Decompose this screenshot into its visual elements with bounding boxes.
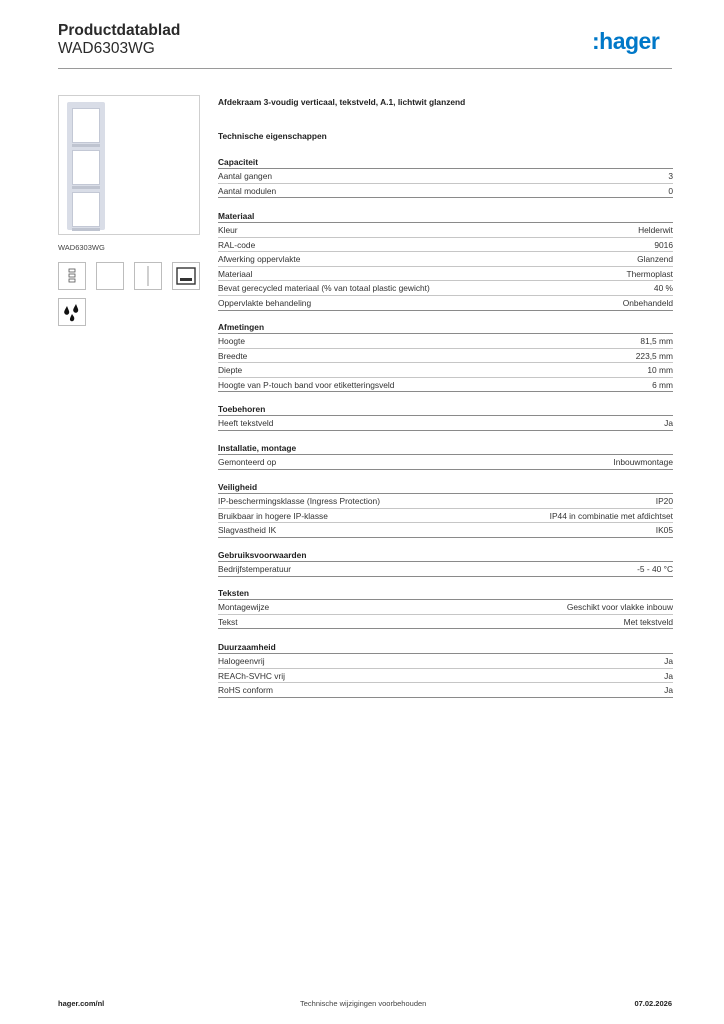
- spec-value: Inbouwmontage: [613, 457, 673, 467]
- label-field-icon: [172, 262, 200, 290]
- spec-key: Hoogte: [218, 336, 246, 346]
- spec-value: Glanzend: [637, 254, 673, 265]
- spec-section: [218, 480, 673, 538]
- spec-key: Materiaal: [218, 268, 253, 279]
- spec-value: Helderwit: [638, 225, 673, 235]
- section-title: Teksten: [218, 586, 673, 600]
- spec-row: [218, 455, 673, 470]
- image-label: WAD6303WG: [58, 243, 105, 252]
- spec-section: [218, 320, 673, 392]
- switch-icon: [58, 262, 86, 290]
- spec-value: 81,5 mm: [640, 336, 673, 346]
- doc-title: Productdatablad: [58, 22, 181, 39]
- spec-key: Gemonteerd op: [218, 457, 277, 467]
- spec-value: Ja: [664, 670, 673, 681]
- spec-row: [218, 296, 673, 311]
- spec-key: IP-beschermingsklasse (Ingress Protection): [218, 496, 380, 506]
- spec-value: -5 - 40 °C: [637, 564, 673, 574]
- section-title: Capaciteit: [218, 155, 673, 169]
- spec-key: Heeft tekstveld: [218, 418, 274, 428]
- spec-value: Ja: [664, 418, 673, 428]
- spec-value: 223,5 mm: [635, 350, 673, 361]
- spec-key: Hoogte van P-touch band voor etiketteringsveld: [218, 379, 395, 390]
- spec-row: [218, 378, 673, 393]
- spec-row: [218, 654, 673, 669]
- hager-logo: :hager: [592, 28, 660, 54]
- product-code: WAD6303WG: [58, 40, 155, 57]
- spec-row: [218, 683, 673, 698]
- section-title: Afmetingen: [218, 320, 673, 334]
- spec-key: Tekst: [218, 616, 238, 627]
- footer-website: hager.com/nl: [58, 999, 105, 1008]
- spec-value: 3: [668, 171, 673, 181]
- spec-value: Onbehandeld: [622, 297, 673, 308]
- spec-value: Thermoplast: [626, 268, 673, 279]
- spec-row: [218, 523, 673, 538]
- section-title: Installatie, montage: [218, 441, 673, 455]
- spec-value: Geschikt voor vlakke inbouw: [566, 602, 673, 612]
- spec-section: [218, 640, 673, 698]
- product-image: [58, 95, 200, 235]
- frame-blank-icon: [96, 262, 124, 290]
- spec-key: Bevat gerecycled materiaal (% van totaal plastic gewicht): [218, 283, 430, 294]
- spec-key: Afwerking oppervlakte: [218, 254, 301, 265]
- spec-row: [218, 169, 673, 184]
- spec-key: Aantal gangen: [218, 171, 273, 181]
- spec-row: [218, 184, 673, 199]
- spec-row: [218, 600, 673, 615]
- spec-section: [218, 548, 673, 577]
- spec-section: [218, 402, 673, 431]
- spec-value: Met tekstveld: [623, 616, 673, 627]
- spec-row: [218, 223, 673, 238]
- spec-section: [218, 155, 673, 198]
- spec-row: [218, 281, 673, 296]
- spec-key: Aantal modulen: [218, 185, 277, 196]
- spec-key: RAL-code: [218, 239, 256, 250]
- spec-value: 0: [668, 185, 673, 196]
- spec-key: Breedte: [218, 350, 248, 361]
- spec-row: [218, 252, 673, 267]
- spec-key: Diepte: [218, 365, 243, 376]
- frame-split-icon: [134, 262, 162, 290]
- header-divider: [58, 68, 672, 69]
- spec-key: Slagvastheid IK: [218, 525, 277, 536]
- spec-key: Bedrijfstemperatuur: [218, 564, 292, 574]
- spec-value: IP20: [655, 496, 673, 506]
- spec-row: [218, 416, 673, 431]
- product-description: Afdekraam 3-voudig verticaal, tekstveld, A.1, lichtwit glanzend: [218, 97, 466, 107]
- section-title: Veiligheid: [218, 480, 673, 494]
- spec-value: IP44 in combinatie met afdichtset: [549, 510, 673, 521]
- section-title: Materiaal: [218, 209, 673, 223]
- spec-value: IK05: [655, 525, 673, 536]
- spec-section: [218, 209, 673, 311]
- spec-value: 6 mm: [652, 379, 673, 390]
- spec-key: Montagewijze: [218, 602, 270, 612]
- spec-key: RoHS conform: [218, 685, 273, 696]
- spec-row: [218, 267, 673, 282]
- spec-row: [218, 509, 673, 524]
- footer-note: Technische wijzigingen voorbehouden: [300, 999, 427, 1008]
- spec-value: Ja: [664, 685, 673, 696]
- spec-row: [218, 349, 673, 364]
- water-drops-icon: [58, 298, 86, 326]
- footer-date: 07.02.2026: [634, 999, 672, 1008]
- spec-row: [218, 334, 673, 349]
- spec-section: [218, 586, 673, 629]
- spec-value: Ja: [664, 656, 673, 666]
- spec-row: [218, 238, 673, 253]
- spec-value: 9016: [654, 239, 673, 250]
- spec-key: Kleur: [218, 225, 238, 235]
- section-title: Toebehoren: [218, 402, 673, 416]
- tech-title: Technische eigenschappen: [218, 131, 327, 141]
- spec-key: Bruikbaar in hogere IP-klasse: [218, 510, 328, 521]
- spec-value: 40 %: [653, 283, 673, 294]
- section-title: Duurzaamheid: [218, 640, 673, 654]
- spec-value: 10 mm: [647, 365, 673, 376]
- spec-row: [218, 615, 673, 630]
- spec-key: Oppervlakte behandeling: [218, 297, 312, 308]
- spec-row: [218, 562, 673, 577]
- spec-key: Halogeenvrij: [218, 656, 265, 666]
- spec-section: [218, 441, 673, 470]
- frame-graphic: [67, 102, 105, 230]
- section-title: Gebruiksvoorwaarden: [218, 548, 673, 562]
- spec-row: [218, 363, 673, 378]
- spec-row: [218, 494, 673, 509]
- spec-key: REACh-SVHC vrij: [218, 670, 286, 681]
- spec-row: [218, 669, 673, 684]
